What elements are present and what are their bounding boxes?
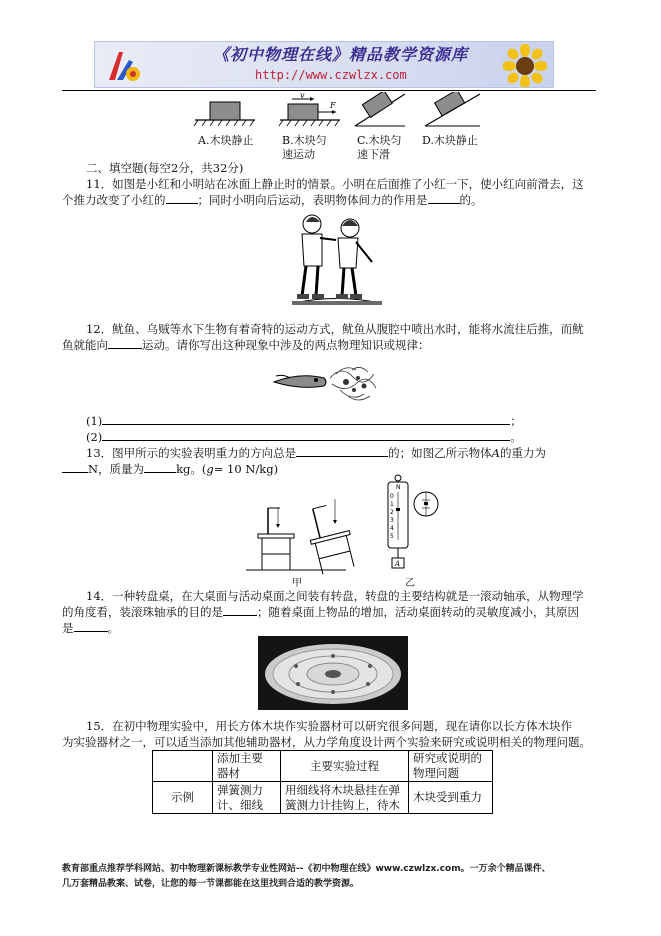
header-cell-problem: 研究或说明的 物理问题: [409, 751, 493, 782]
q12-answer-1-blank[interactable]: [102, 413, 510, 425]
tick-2: 2: [390, 509, 394, 516]
row-equipment: 弹簧测力 计、细线: [213, 782, 281, 814]
q13-figures: [246, 474, 446, 586]
header-cell-empty: [153, 751, 213, 782]
header-rule: [62, 90, 596, 91]
tick-3: 3: [390, 517, 394, 524]
tick-5: 5: [390, 533, 394, 540]
sunflower-icon: [503, 44, 547, 88]
header-cell-equipment: 添加主要 器材: [213, 751, 281, 782]
q14-blank-1[interactable]: [223, 604, 257, 616]
footer-line-1: 教育部重点推荐学科网站、初中物理新课标教学专业性网站--《初中物理在线》www.czwlzx.com。一万余个精品课件、: [62, 864, 551, 874]
option-d-caption: D.木块静止: [422, 134, 478, 147]
section-title: 二、填空题(每空2分，共32分): [86, 161, 244, 175]
option-b-caption-2: 速运动: [282, 148, 315, 161]
q13-blank-1[interactable]: [296, 445, 388, 457]
label-yi: 乙: [405, 578, 415, 589]
force-label: F: [330, 101, 336, 110]
weight-a-label: A: [395, 560, 401, 568]
velocity-label: v: [300, 92, 305, 100]
figure-c-block: [355, 92, 405, 126]
experiment-table: [152, 750, 493, 814]
figure-a-block: [194, 102, 255, 126]
squid-illustration: [270, 356, 386, 408]
turntable-photo: [258, 636, 408, 710]
plumb-table-tilted: [303, 502, 358, 576]
table-row: [153, 782, 493, 814]
q14-line1: 14．一种转盘桌，在大桌面与活动桌面之间装有转盘，转盘的主要结构就是一滚动轴承，从物理学: [86, 589, 584, 603]
q14-line2: 的角度看，装滚珠轴承的目的是 ；随着桌面上物品的增加，活动桌面转动的灵敏度减小，其原因: [62, 605, 579, 619]
header-banner: [94, 41, 554, 88]
q13-blank-2[interactable]: [62, 461, 88, 473]
figure-b-block: [279, 92, 340, 126]
figure-d-block: [425, 92, 480, 126]
q12-answer-2-blank[interactable]: [102, 429, 510, 441]
q11-blank-2[interactable]: [428, 192, 460, 204]
page-footer: [62, 862, 602, 892]
q12-answer-1: (1) ；: [86, 414, 522, 428]
q12-answer-2: (2) 。: [86, 430, 522, 444]
q14-blank-2[interactable]: [74, 620, 108, 632]
site-logo-icon: [103, 46, 143, 86]
row-label: 示例: [153, 782, 213, 814]
q12-line2: 鱼就能向 运动。请你写出这种现象中涉及的两点物理知识或规律：: [62, 338, 430, 352]
option-c-caption-2: 速下滑: [357, 148, 390, 161]
spring-unit-label: N: [396, 484, 401, 491]
option-b-caption-1: B.木块匀: [282, 134, 327, 147]
row-process: 用细线将木块悬挂在弹 簧测力计挂钩上，待木: [281, 782, 409, 814]
row-problem: 木块受到重力: [409, 782, 493, 814]
banner-title: 《初中物理在线》精品教学资源库: [213, 45, 469, 64]
q14-line3: 是 。: [62, 621, 119, 635]
q13-line1: 13．图甲所示的实验表明重力的方向总是 的；如图乙所示物体A的重力为: [86, 446, 546, 460]
q12-line1: 12．鱿鱼、乌贼等水下生物有着奇特的运动方式，鱿鱼从腹腔中喷出水时，能将水流往后推，而鱿: [86, 322, 584, 336]
option-a-caption: A.木块静止: [198, 134, 254, 147]
q15-line1: 15．在初中物理实验中，用长方体木块作实验器材可以研究很多问题，现在请你以长方体木块作: [86, 719, 573, 733]
tick-1: 1: [390, 501, 394, 508]
footer-line-2: 几万套精品教案、试卷，让您的每一节课都能在这里找到合适的教学资源。: [62, 879, 360, 889]
q12-blank[interactable]: [108, 337, 142, 349]
spring-scale: [388, 475, 438, 568]
banner-url[interactable]: http://www.czwlzx.com: [255, 68, 407, 82]
q11-line2: 个推力改变了小红的 ；同时小明向后运动，表明物体间力的作用是 的。: [62, 193, 483, 207]
q11-line1: 11．如图是小红和小明站在冰面上静止时的情景。小明在后面推了小红一下，使小红向前滑去，这: [86, 177, 584, 191]
table-header-row: [153, 751, 493, 782]
tick-0: 0: [390, 493, 394, 500]
q11-blank-1[interactable]: [166, 192, 198, 204]
q13-blank-3[interactable]: [144, 461, 176, 473]
tick-4: 4: [390, 525, 394, 532]
q10-figures: [190, 92, 500, 162]
skaters-illustration: [292, 208, 382, 308]
label-jia: 甲: [292, 578, 302, 589]
option-c-caption-1: C.木块匀: [357, 134, 402, 147]
q13-line2: N，质量为 kg。(g= 10 N/kg): [62, 461, 278, 478]
q15-line2: 为实验器材之一，可以适当添加其他辅助器材，从力学角度设计两个实验来研究或说明相关的物理问题。: [62, 735, 591, 749]
header-cell-process: 主要实验过程: [281, 751, 409, 782]
